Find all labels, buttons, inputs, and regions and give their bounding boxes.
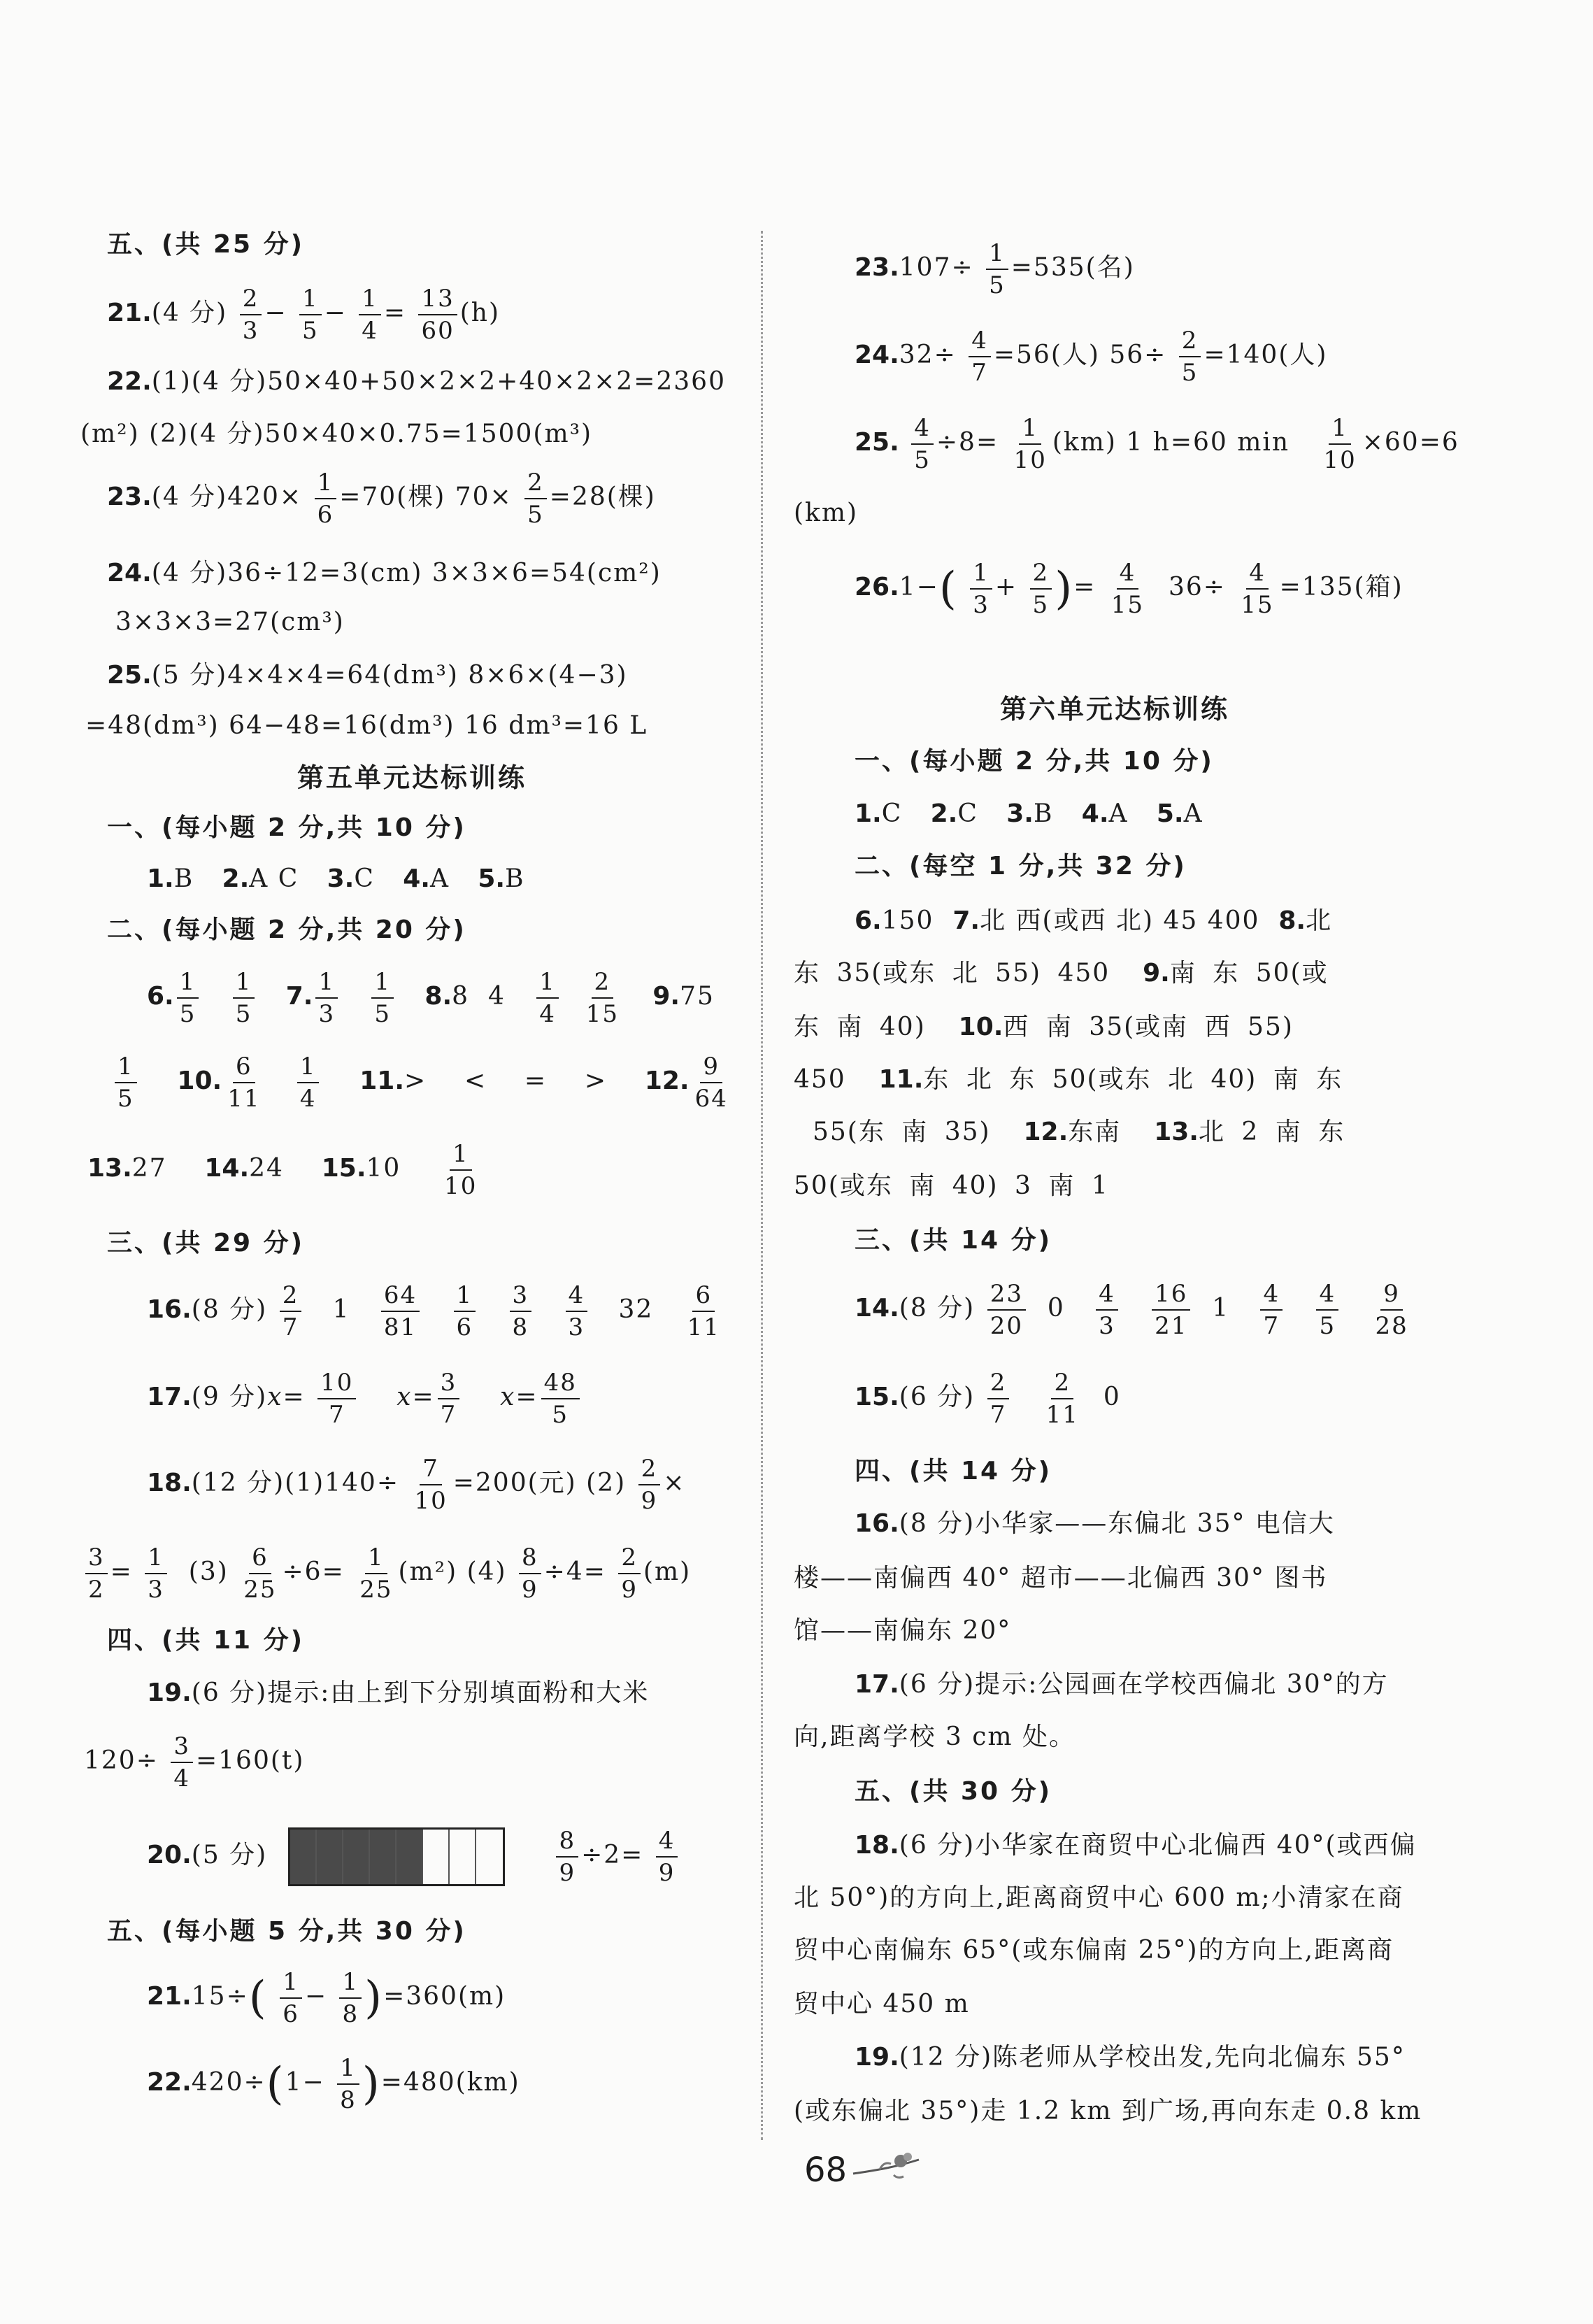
- section-heading: 五、(共 25 分): [107, 230, 305, 259]
- bar-segment-empty: [476, 1830, 503, 1884]
- answer-q15-unit6: 15.(6 分) $\frac{2}{7}$ $\frac{2}{11}$ 0: [855, 1369, 1121, 1429]
- section-heading: 一、(每小题 2 分,共 10 分): [107, 813, 466, 842]
- answer-q18-line2: $\frac{3}{2}$ = $\frac{1}{3}$ (3) $\frac{6}{25}$ ÷6= $\frac{1}{25}$ (m²) (4) $\frac{8}{9}$ ÷4= $\frac{2}{9}$ (m): [83, 1542, 691, 1605]
- answer-q18-unit6-line3: 贸中心南偏东 65°(或东偏南 25°)的方向上,距离商: [794, 1936, 1394, 1965]
- answer-q22-line1: 22.(1)(4 分)50×40+50×2×2+40×2×2=2360: [107, 367, 726, 396]
- section-heading: 四、(共 11 分): [107, 1626, 305, 1655]
- section-heading: 五、(每小题 5 分,共 30 分): [107, 1917, 466, 1946]
- answer-q14-unit6: 14.(8 分) $\frac{23}{20}$ 0 $\frac{4}{3}$ $\frac{16}{21}$ 1 $\frac{4}{7}$ $\frac{4}{5}$ $\frac{9}{28}$: [855, 1280, 1408, 1340]
- bar-segment-shaded: [317, 1830, 343, 1884]
- answer-q24-unit4: 24.32÷ $\frac{4}{7}$ =56(人) 56÷ $\frac{2}{5}$ =140(人): [855, 327, 1328, 387]
- bar-segment-shaded: [397, 1830, 423, 1884]
- answer-q17-unit6-line2: 向,距离学校 3 cm 处。: [794, 1723, 1076, 1751]
- bar-segment-empty: [423, 1830, 450, 1884]
- answer-q18-unit6-line2: 北 50°)的方向上,距离商贸中心 600 m;小清家在商: [794, 1883, 1404, 1912]
- section-heading: 五、(共 30 分): [855, 1777, 1052, 1806]
- answer-q16-unit6-line1: 16.(8 分)小华家——东偏北 35° 电信大: [855, 1509, 1335, 1538]
- answer-q20: 20.(5 分) $\frac{8}{9}$ ÷2= $\frac{4}{9}$: [147, 1825, 680, 1888]
- answer-q17-unit6-line1: 17.(6 分)提示:公园画在学校西偏北 30°的方: [855, 1670, 1389, 1699]
- answer-q6-q8: 6.150 7.北 西(或西 北) 45 400 8.北: [855, 906, 1333, 935]
- answer-q9-q10: 东 南 40) 10.西 南 35(或南 西 55): [794, 1013, 1294, 1041]
- answer-q8-q9: 东 35(或东 北 55) 450 9.南 东 50(或: [794, 959, 1329, 988]
- section-heading: 四、(共 14 分): [855, 1457, 1052, 1485]
- bar-segment-shaded: [343, 1830, 370, 1884]
- answer-q26-unit4: 26.1−( $\frac{1}{3}$ + $\frac{2}{5}$ )= $\frac{4}{15}$ 36÷ $\frac{4}{15}$ =135(箱): [855, 559, 1403, 619]
- unit6-title: 第六单元达标训练: [1000, 694, 1230, 725]
- fraction-bar-diagram: [288, 1827, 505, 1886]
- answer-q23-unit4: 23.107÷ $\frac{1}{5}$ =535(名): [855, 239, 1135, 299]
- answer-q18-line1: 18.(12 分)(1)140÷ $\frac{7}{10}$ =200(元) (2) $\frac{2}{9}$ ×: [147, 1455, 686, 1515]
- answer-q22-unit5: 22.420÷(1− $\frac{1}{8}$ )=480(km): [147, 2054, 520, 2114]
- answer-q25-line1: 25.(5 分)4×4×4=64(dm³) 8×6×(4−3): [107, 661, 628, 690]
- answer-q25-unit4: 25. $\frac{4}{5}$ ÷8= $\frac{1}{10}$ (km) 1 h=60 min $\frac{1}{10}$ ×60=6: [855, 414, 1459, 474]
- bar-segment-empty: [450, 1830, 476, 1884]
- section-heading: 三、(共 14 分): [855, 1226, 1052, 1255]
- answer-q16-unit6-line2: 楼——南偏西 40° 超市——北偏西 30° 图书: [794, 1564, 1328, 1592]
- answer-q17: 17.(9 分)x= $\frac{10}{7}$ x= $\frac{3}{7}$ x= $\frac{48}{5}$: [147, 1367, 583, 1430]
- answer-q18-unit6-line4: 贸中心 450 m: [794, 1990, 970, 2018]
- answer-q13-q15: 13.27 14.24 15.10 $\frac{1}{10}$: [87, 1140, 478, 1200]
- answer-q19-unit6-line1: 19.(12 分)陈老师从学校出发,先向北偏东 55°: [855, 2043, 1406, 2072]
- answer-q13-cont: 50(或东 南 40) 3 南 1: [794, 1171, 1109, 1200]
- answer-q23: 23.(4 分)420× $\frac{1}{6}$ =70(棵) 70× $\frac{2}{5}$ =28(棵): [107, 469, 656, 529]
- bar-segment-shaded: [290, 1830, 317, 1884]
- answer-multiple-choice: 1.C 2.C 3.B 4.A 5.A: [855, 799, 1203, 828]
- section-heading: 一、(每小题 2 分,共 10 分): [855, 747, 1214, 776]
- answer-q19-unit6-line2: (或东偏北 35°)走 1.2 km 到广场,再向东走 0.8 km: [794, 2097, 1422, 2125]
- answer-q19-line2: 120÷ $\frac{3}{4}$ =160(t): [84, 1732, 305, 1792]
- answer-q25-line2: =48(dm³) 64−48=16(dm³) 16 dm³=16 L: [85, 711, 648, 740]
- section-heading: 二、(每小题 2 分,共 20 分): [107, 915, 466, 944]
- unit5-title: 第五单元达标训练: [297, 762, 527, 793]
- answer-q21-unit5: 21.15÷( $\frac{1}{6}$ − $\frac{1}{8}$ )=360(m): [147, 1968, 506, 2028]
- answer-q6-q9: 6. $\frac{1}{5}$ $\frac{1}{5}$ 7. $\frac{1}{3}$ $\frac{1}{5}$ 8.8 4 $\frac{1}{4}$ $\frac{2}{15}$ 9.75: [147, 968, 715, 1028]
- answer-multiple-choice: 1.B 2.A C 3.C 4.A 5.B: [147, 864, 525, 893]
- answer-q16: 16.(8 分) $\frac{2}{7}$ 1 $\frac{64}{81}$ $\frac{1}{6}$ $\frac{3}{8}$ $\frac{4}{3}$ 32 $\frac{6}{11}$: [147, 1281, 720, 1341]
- section-heading: 二、(每空 1 分,共 32 分): [855, 852, 1187, 881]
- answer-q25-unit4-line2: (km): [794, 499, 859, 527]
- answer-q18-unit6-line1: 18.(6 分)小华家在商贸中心北偏西 40°(或西偏: [855, 1831, 1417, 1860]
- flower-ornament-icon: [852, 2147, 922, 2189]
- section-heading: 三、(共 29 分): [107, 1229, 305, 1257]
- answer-q24-line2: 3×3×3=27(cm³): [115, 608, 345, 636]
- answer-q16-unit6-line3: 馆——南偏东 20°: [794, 1616, 1012, 1645]
- answer-q22-line2: (m²) (2)(4 分)50×40×0.75=1500(m³): [80, 420, 593, 448]
- answer-q11-q13: 55(东 南 35) 12.东南 13.北 2 南 东: [813, 1118, 1345, 1146]
- answer-q24-line1: 24.(4 分)36÷12=3(cm) 3×3×6=54(cm²): [107, 559, 662, 587]
- answer-q19-line1: 19.(6 分)提示:由上到下分别填面粉和大米: [147, 1678, 650, 1707]
- column-divider: [761, 231, 763, 2140]
- answer-q9-q12: $\frac{1}{5}$ 10. $\frac{6}{11}$ $\frac{1}{4}$ 11.> < = > 12. $\frac{9}{64}$: [112, 1051, 734, 1114]
- bar-segment-shaded: [370, 1830, 397, 1884]
- answer-q21: 21.(4 分) $\frac{2}{3}$ − $\frac{1}{5}$ − $\frac{1}{4}$ = $\frac{13}{60}$ (h): [107, 285, 501, 345]
- answer-q10-q11: 450 11.东 北 东 50(或东 北 40) 南 东: [794, 1065, 1343, 1094]
- page-number: 68: [804, 2151, 848, 2190]
